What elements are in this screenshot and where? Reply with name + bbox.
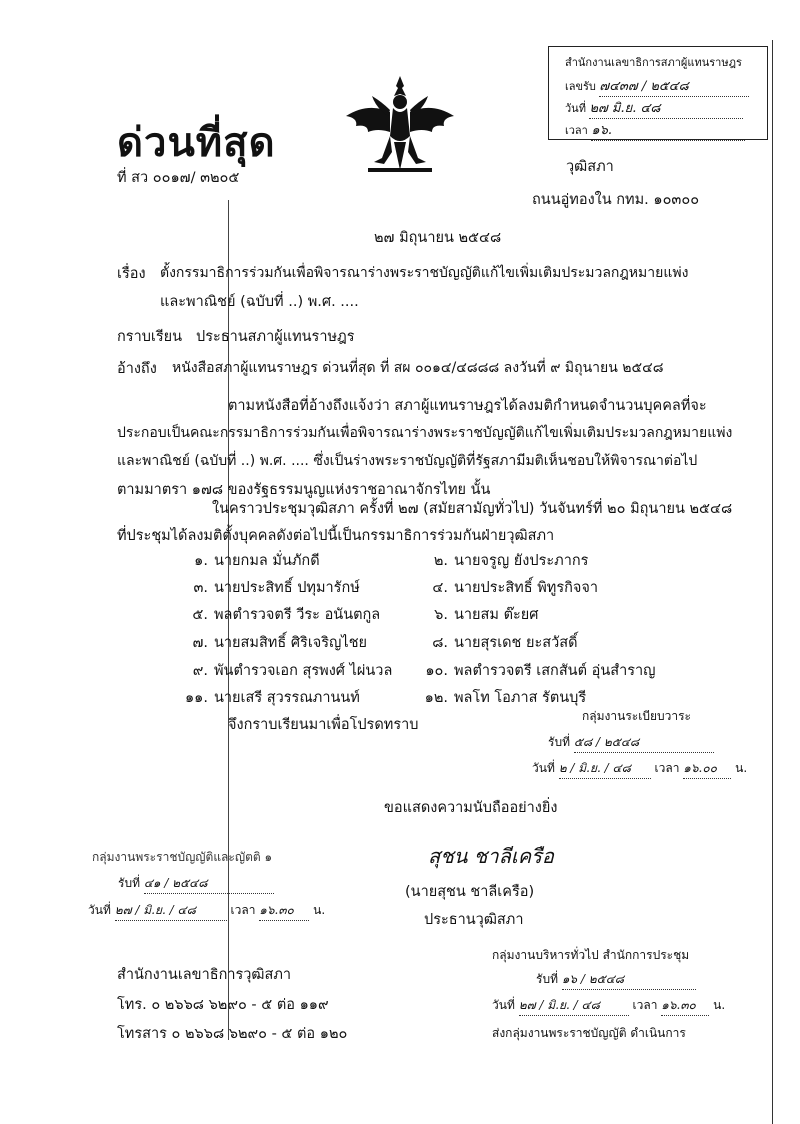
member-number: ๙. bbox=[192, 663, 208, 679]
member-item bbox=[408, 659, 656, 682]
member-number: ๑๑. bbox=[184, 690, 208, 706]
salutation-value: ประธานสภาผู้แทนราษฎร bbox=[196, 329, 355, 345]
reg-stamp-date-label: วันที่ bbox=[532, 761, 555, 775]
member-number: ๖. bbox=[434, 607, 448, 623]
regards-line: ขอแสดงความนับถืออย่างยิ่ง bbox=[384, 800, 558, 816]
member-number: ๘. bbox=[432, 635, 448, 651]
member-item bbox=[168, 631, 367, 654]
member-item bbox=[408, 686, 586, 709]
bill-stamp-time-value: ๑๖.๓๐ bbox=[259, 901, 309, 921]
body-para1-line1: ตามหนังสือที่อ้างถึงแจ้งว่า สภาผู้แทนราษฎรได้ลงมติกำหนดจำนวนบุคคลที่จะ bbox=[228, 398, 707, 414]
member-name: พันตำรวจเอก สุรพงศ์ ไผ่นวล bbox=[214, 663, 393, 679]
receipt-number-label: เลขรับ bbox=[565, 80, 596, 93]
bill-stamp-date-label: วันที่ bbox=[88, 903, 111, 917]
member-name: นายประสิทธิ์ ปทุมารักษ์ bbox=[214, 580, 360, 596]
member-number: ๒. bbox=[433, 553, 448, 569]
member-item bbox=[408, 603, 538, 626]
member-number: ๗. bbox=[192, 635, 208, 651]
closing-line: จึงกราบเรียนมาเพื่อโปรดทราบ bbox=[228, 717, 419, 733]
member-number: ๑. bbox=[194, 553, 208, 569]
reg-stamp-time-suffix: น. bbox=[735, 761, 748, 775]
admin-stamp-no-label: รับที่ bbox=[536, 972, 558, 986]
member-name: นายสมสิทธิ์ ศิริเจริญไชย bbox=[214, 635, 368, 651]
bill-stamp-no-label: รับที่ bbox=[118, 876, 140, 890]
signatory-title: ประธานวุฒิสภา bbox=[424, 912, 524, 928]
member-name: นายกมล มั่นภักดี bbox=[214, 553, 320, 569]
admin-stamp-time-value: ๑๖.๓๐ bbox=[661, 996, 709, 1016]
receipt-stamp bbox=[548, 46, 768, 140]
bill-stamp-time-label: เวลา bbox=[230, 903, 256, 917]
member-item bbox=[408, 631, 578, 654]
member-number: ๔. bbox=[432, 580, 448, 596]
receipt-date-label: วันที่ bbox=[565, 102, 586, 115]
member-number: ๓. bbox=[193, 580, 208, 596]
body-para1-line3: และพาณิชย์ (ฉบับที่ ..) พ.ศ. .... ซึ่งเป็นร่างพระราชบัญญัติที่รัฐสภามีมติเห็นชอบให้พิจารณาต่อไป bbox=[117, 453, 698, 469]
member-item bbox=[408, 576, 598, 599]
member-name: นายประสิทธิ์ พิทูรกิจจา bbox=[454, 580, 599, 596]
reg-stamp-no-value: ๕๘ / ๒๕๔๘ bbox=[574, 733, 714, 753]
document-date: ๒๗ มิถุนายน ๒๕๔๘ bbox=[374, 230, 502, 246]
admin-stamp-title: กลุ่มงานบริหารทั่วไป สำนักการประชุม bbox=[492, 948, 690, 962]
garuda-emblem-icon bbox=[338, 72, 462, 182]
footer-office: สำนักงานเลขาธิการวุฒิสภา bbox=[117, 967, 292, 983]
member-name: พลตำรวจตรี วีระ อนันตกูล bbox=[214, 607, 381, 623]
reg-stamp-no-label: รับที่ bbox=[548, 735, 570, 749]
footer-fax: โทรสาร ๐ ๒๖๖๘ ๖๒๙๐ - ๕ ต่อ ๑๒๐ bbox=[117, 1026, 348, 1042]
admin-stamp-time-suffix: น. bbox=[713, 998, 726, 1012]
member-name: นายสุรเดช ยะสวัสดิ์ bbox=[454, 635, 578, 651]
member-name: นายสม ต๊ะยศ bbox=[454, 607, 539, 623]
bill-stamp-date-value: ๒๗ / มิ.ย. / ๔๘ bbox=[115, 901, 227, 921]
receipt-number-value: ๗๔๓๗ / ๒๕๔๘ bbox=[599, 75, 749, 97]
receipt-stamp-title: สำนักงานเลขาธิการสภาผู้แทนราษฎร bbox=[565, 56, 742, 69]
admin-stamp-forward: ส่งกลุ่มงานพระราชบัญญัติ ดำเนินการ bbox=[492, 1026, 686, 1040]
receipt-date-value: ๒๗ มิ.ย. ๔๘ bbox=[589, 97, 743, 119]
document-number: ที่ สว ๐๐๑๗/ ๓๒๐๕ bbox=[117, 170, 240, 186]
reg-stamp-date-value: ๒ / มิ.ย. / ๔๘ bbox=[559, 759, 651, 779]
bill-stamp-title: กลุ่มงานพระราชบัญญัติและญัตติ ๑ bbox=[92, 850, 273, 864]
reference-label: อ้างถึง bbox=[117, 361, 157, 377]
reference-value: หนังสือสภาผู้แทนราษฎร ด่วนที่สุด ที่ สผ ๐๐๑๔/๔๘๘๘ ลงวันที่ ๙ มิถุนายน ๒๕๔๘ bbox=[172, 360, 664, 376]
admin-stamp-date-value: ๒๗ / มิ.ย. / ๔๘ bbox=[519, 996, 629, 1016]
reg-stamp-title: กลุ่มงานระเบียบวาระ bbox=[582, 709, 691, 723]
member-item bbox=[168, 576, 360, 599]
body-para1-line2: ประกอบเป็นคณะกรรมาธิการร่วมกันเพื่อพิจารณาร่างพระราชบัญญัติแก้ไขเพิ่มเติมประมวลกฎหมายแพ่ง bbox=[117, 425, 733, 441]
member-item bbox=[168, 603, 380, 626]
reg-stamp-time-label: เวลา bbox=[654, 761, 680, 775]
member-name: นายจรูญ ยังประภากร bbox=[454, 553, 589, 569]
reg-stamp-time-value: ๑๖.๐๐ bbox=[683, 759, 731, 779]
bill-stamp-no-value: ๔๑ / ๒๕๔๘ bbox=[144, 874, 274, 894]
admin-stamp-no-value: ๑๖ / ๒๕๔๘ bbox=[562, 970, 696, 990]
subject-label: เรื่อง bbox=[117, 266, 146, 282]
scan-edge-line bbox=[772, 40, 773, 1124]
member-item bbox=[408, 549, 588, 572]
office-name: วุฒิสภา bbox=[566, 159, 614, 175]
signature-scribble: สุชน ชาลีเครือ bbox=[428, 844, 554, 868]
member-name: พลโท โอภาส รัตนบุรี bbox=[454, 690, 587, 706]
body-para1-line4: ตามมาตรา ๑๗๘ ของรัฐธรรมนูญแห่งราชอาณาจักรไทย นั้น bbox=[117, 482, 491, 498]
admin-stamp-date-label: วันที่ bbox=[492, 998, 515, 1012]
member-item bbox=[168, 686, 360, 709]
salutation-label: กราบเรียน bbox=[117, 329, 183, 345]
urgency-label: ด่วนที่สุด bbox=[117, 120, 276, 166]
receipt-time-value: ๑๖. bbox=[591, 119, 745, 141]
member-number: ๑๐. bbox=[425, 663, 448, 679]
member-name: นายเสรี สุวรรณภานนท์ bbox=[214, 690, 360, 706]
body-para2-line1: ในคราวประชุมวุฒิสภา ครั้งที่ ๒๗ (สมัยสามัญทั่วไป) วันจันทร์ที่ ๒๐ มิถุนายน ๒๕๔๘ bbox=[212, 501, 733, 517]
member-item bbox=[168, 549, 320, 572]
signatory-name: (นายสุชน ชาลีเครือ) bbox=[405, 884, 535, 900]
member-name: พลตำรวจตรี เสกสันต์ อุ่นสำราญ bbox=[454, 663, 656, 679]
subject-line-1: ตั้งกรรมาธิการร่วมกันเพื่อพิจารณาร่างพระราชบัญญัติแก้ไขเพิ่มเติมประมวลกฎหมายแพ่ง bbox=[160, 265, 689, 281]
receipt-time-label: เวลา bbox=[565, 124, 588, 137]
member-item bbox=[168, 659, 392, 682]
body-para2-line2: ที่ประชุมได้ลงมติตั้งบุคคลดังต่อไปนี้เป็นกรรมาธิการร่วมกันฝ่ายวุฒิสภา bbox=[117, 528, 555, 544]
member-number: ๕. bbox=[192, 607, 208, 623]
office-address: ถนนอู่ทองใน กทม. ๑๐๓๐๐ bbox=[532, 192, 700, 208]
footer-phone: โทร. ๐ ๒๖๖๘ ๖๒๙๐ - ๕ ต่อ ๑๑๙ bbox=[117, 997, 329, 1013]
bill-stamp-time-suffix: น. bbox=[313, 903, 326, 917]
member-number: ๑๒. bbox=[424, 690, 448, 706]
subject-line-2: และพาณิชย์ (ฉบับที่ ..) พ.ศ. .... bbox=[160, 294, 359, 310]
admin-stamp-time-label: เวลา bbox=[632, 998, 658, 1012]
